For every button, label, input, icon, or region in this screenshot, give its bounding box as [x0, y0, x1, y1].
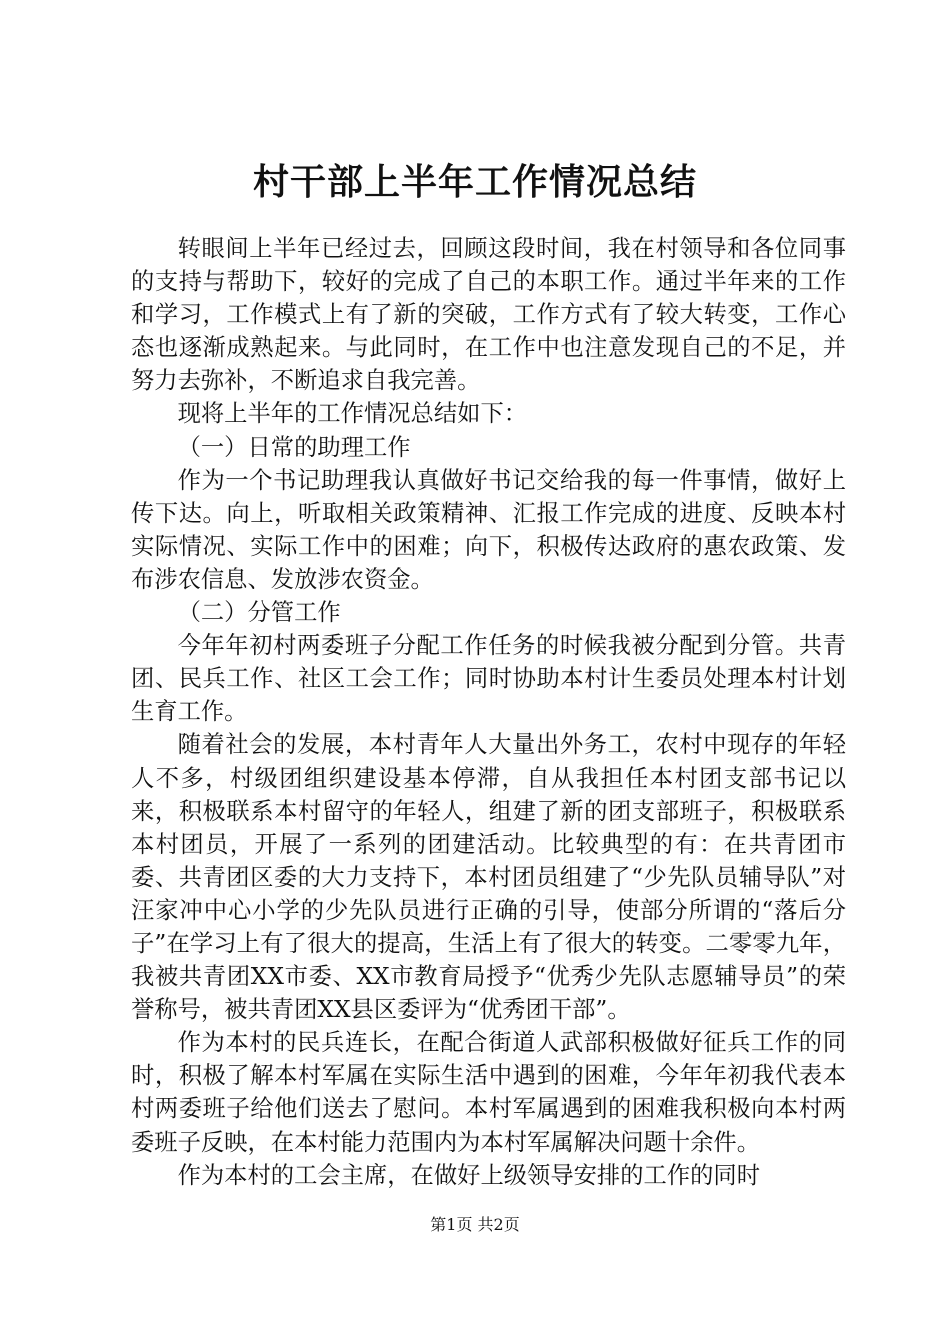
paragraph-summary-lead: 现将上半年的工作情况总结如下：: [177, 400, 528, 428]
paragraph-militia: 作为本村的民兵连长，在配合街道人武部积极做好征兵工作的同时，积极了解本村军属在实际生活中遇到的困难，今年年初我代表本村两委班子给他们送去了慰问。本村军属遇到的困难我积极向本村两委班子反映，在本村能力范围内为本村军属解决问题十余件。: [131, 1029, 846, 1156]
paragraph-daily-work: 作为一个书记助理我认真做好书记交给我的每一件事情，做好上传下达。向上，听取相关政策精神、汇报工作完成的进度、反映本村实际情况、实际工作中的困难；向下，积极传达政府的惠农政策、发布涉农信息、发放涉农资金。: [131, 466, 846, 593]
page-number-footer: 第1页 共2页: [430, 1215, 520, 1234]
document-body: [131, 232, 846, 1192]
paragraph-union: 作为本村的工会主席，在做好上级领导安排的工作的同时: [177, 1161, 761, 1189]
paragraph-youth-league: 随着社会的发展，本村青年人大量出外务工，农村中现存的年轻人不多，村级团组织建设基本停滞，自从我担任本村团支部书记以来，积极联系本村留守的年轻人，组建了新的团支部班子，积极联系本村团员，开展了一系列的团建活动。比较典型的有：在共青团市委、共青团区委的大力支持下，本村团员组建了“少先队员辅导队”对汪家冲中心小学的少先队员进行正确的引导，使部分所谓的“落后分子”在学习上有了很大的提高，生活上有了很大的转变。二零零九年，我被共青团XX市委、XX市教育局授予“优秀少先队志愿辅导员”的荣誉称号，被共青团XX县区委评为“优秀团干部”。: [131, 731, 846, 1024]
section-heading-daily-work: （一）日常的助理工作: [177, 433, 411, 461]
paragraph-assignment: 今年年初村两委班子分配工作任务的时候我被分配到分管。共青团、民兵工作、社区工会工作；同时协助本村计生委员处理本村计划生育工作。: [131, 632, 846, 726]
document-title: 村干部上半年工作情况总结: [252, 161, 697, 203]
section-heading-managed-work: （二）分管工作: [177, 599, 341, 627]
paragraph-intro: 转眼间上半年已经过去，回顾这段时间，我在村领导和各位同事的支持与帮助下，较好的完成了自己的本职工作。通过半年来的工作和学习，工作模式上有了新的突破，工作方式有了较大转变，工作心态也逐渐成熟起来。与此同时，在工作中也注意发现自己的不足，并努力去弥补，不断追求自我完善。: [131, 235, 846, 395]
